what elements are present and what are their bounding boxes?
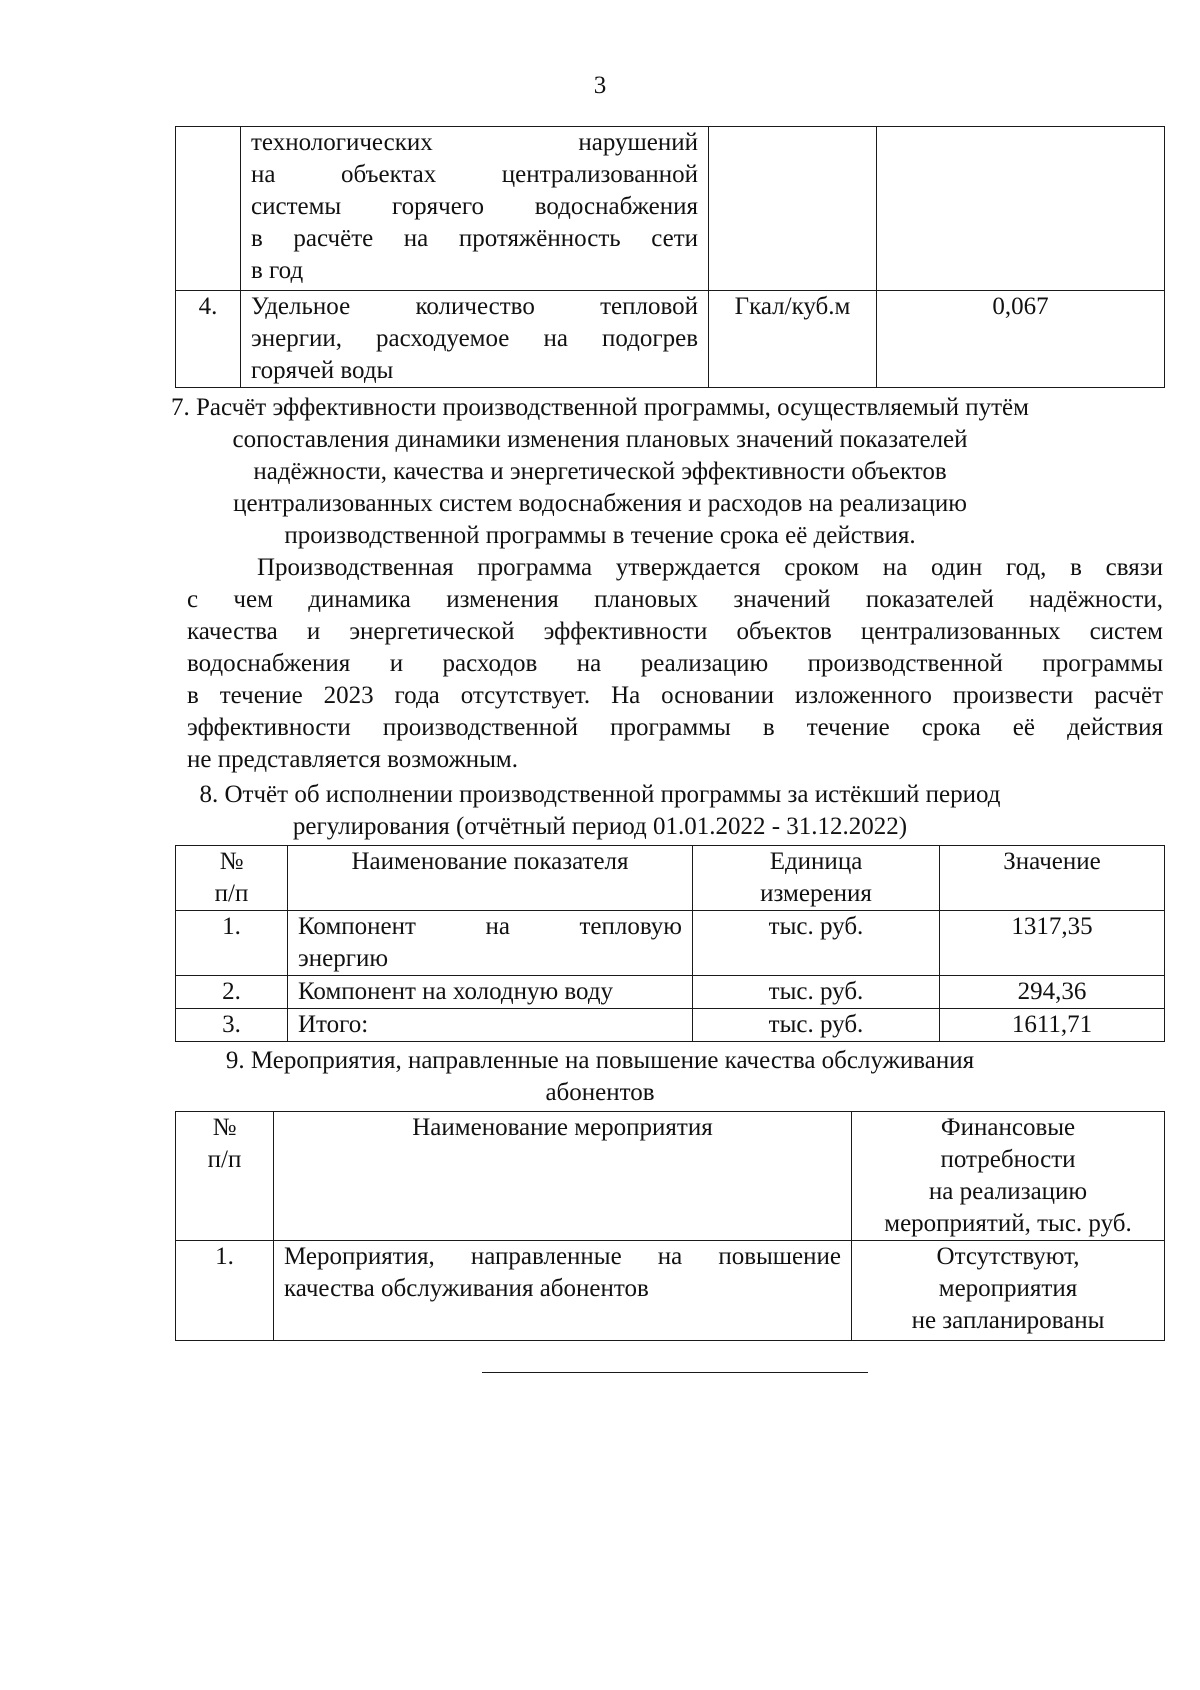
row-number-cell: 4. <box>176 291 241 388</box>
indicator-name-cell: Компонент на холодную воду <box>288 976 693 1009</box>
header-name-cell: Наименование показателя <box>288 846 693 911</box>
paragraph-line: не представляется возможным. <box>187 746 519 773</box>
section-9-heading-line: абонентов <box>545 1079 655 1106</box>
header-text: № <box>212 1114 237 1141</box>
header-text: Единица <box>769 848 863 875</box>
header-text: Финансовые <box>940 1114 1076 1141</box>
header-text: потребности <box>940 1146 1076 1173</box>
indicator-name-line: энергии, расходуемое на подогрев <box>251 325 698 352</box>
report-table <box>175 845 1165 1042</box>
paragraph-line: качества и энергетической эффективности объектов централизованных систем <box>187 618 1163 645</box>
section-7-heading-line: централизованных систем водоснабжения и расходов на реализацию <box>233 490 967 517</box>
table-header-row <box>176 1112 1165 1241</box>
header-num-cell <box>176 846 288 911</box>
finance-cell <box>852 1241 1165 1341</box>
indicator-name-line: Удельное количество тепловой <box>251 293 698 320</box>
unit-cell: Гкал/куб.м <box>709 291 877 388</box>
section-7-heading-line: 7. Расчёт эффективности производственной программы, осуществляемый путём <box>171 394 1029 421</box>
indicator-name-cell <box>241 291 709 388</box>
section-7-heading-line: надёжности, качества и энергетической эффективности объектов <box>253 458 947 485</box>
indicator-name-line: технологических нарушений <box>251 129 698 156</box>
indicators-table-continuation <box>175 126 1165 388</box>
unit-cell: тыс. руб. <box>693 1009 940 1042</box>
row-number-cell: 1. <box>176 1241 274 1341</box>
table-row <box>176 291 1165 388</box>
indicator-name-line: энергию <box>298 945 389 972</box>
row-number-cell: 2. <box>176 976 288 1009</box>
table-header-row <box>176 846 1165 911</box>
indicator-name-line: в год <box>251 257 304 284</box>
header-finance-cell <box>852 1112 1165 1241</box>
end-separator-line <box>482 1372 868 1373</box>
indicator-name-line: в расчёте на протяжённость сети <box>251 225 698 252</box>
section-7-paragraph <box>187 552 1163 776</box>
paragraph-line: водоснабжения и расходов на реализацию производственной программы <box>187 650 1163 677</box>
table-row <box>176 1241 1165 1341</box>
section-8-heading-line: 8. Отчёт об исполнении производственной программы за истёкший период <box>199 781 1001 808</box>
value-cell: 0,067 <box>877 291 1165 388</box>
paragraph-line: с чем динамика изменения плановых значений показателей надёжности, <box>187 586 1163 613</box>
indicator-name-cell <box>288 911 693 976</box>
page-number: 3 <box>593 72 607 99</box>
measure-name-cell <box>274 1241 852 1341</box>
value-cell: 1317,35 <box>940 911 1165 976</box>
header-text: измерения <box>760 880 872 907</box>
value-cell: 1611,71 <box>940 1009 1165 1042</box>
finance-text: мероприятия <box>938 1275 1078 1302</box>
section-9-heading-line: 9. Мероприятия, направленные на повышение качества обслуживания <box>225 1047 975 1074</box>
section-7-heading-line: сопоставления динамики изменения плановых значений показателей <box>232 426 968 453</box>
header-unit-cell <box>693 846 940 911</box>
row-number-cell: 3. <box>176 1009 288 1042</box>
measures-table <box>175 1111 1165 1341</box>
table-row <box>176 976 1165 1009</box>
header-text: п/п <box>207 1146 242 1173</box>
indicator-name-line: горячей воды <box>251 357 394 384</box>
header-num-cell <box>176 1112 274 1241</box>
indicator-name-cell: Итого: <box>288 1009 693 1042</box>
finance-text: Отсутствуют, <box>936 1243 1080 1270</box>
indicator-name-line: на объектах централизованной <box>251 161 698 188</box>
indicator-name-line: системы горячего водоснабжения <box>251 193 698 220</box>
header-text: на реализацию <box>928 1178 1088 1205</box>
header-value-cell: Значение <box>940 846 1165 911</box>
row-number-cell <box>176 127 241 291</box>
header-text: п/п <box>214 880 249 907</box>
paragraph-line: в течение 2023 года отсутствует. На основании изложенного произвести расчёт <box>187 682 1163 709</box>
header-name-cell: Наименование мероприятия <box>274 1112 852 1241</box>
unit-cell <box>709 127 877 291</box>
value-cell <box>877 127 1165 291</box>
unit-cell: тыс. руб. <box>693 911 940 976</box>
paragraph-line: эффективности производственной программы в течение срока её действия <box>187 714 1163 741</box>
indicator-name-line: Компонент на тепловую <box>298 913 682 940</box>
finance-text: не запланированы <box>911 1307 1105 1334</box>
section-7-heading-line: производственной программы в течение срока её действия. <box>284 522 916 549</box>
header-text: № <box>219 848 244 875</box>
row-number-cell: 1. <box>176 911 288 976</box>
unit-cell: тыс. руб. <box>693 976 940 1009</box>
paragraph-line: Производственная программа утверждается сроком на один год, в связи <box>257 554 1163 581</box>
measure-name-line: качества обслуживания абонентов <box>284 1275 649 1302</box>
table-row <box>176 911 1165 976</box>
section-8-heading-line: регулирования (отчётный период 01.01.2022 - 31.12.2022) <box>292 813 908 840</box>
table-row <box>176 127 1165 291</box>
measure-name-line: Мероприятия, направленные на повышение <box>284 1243 841 1270</box>
table-row <box>176 1009 1165 1042</box>
indicator-name-cell <box>241 127 709 291</box>
header-text: мероприятий, тыс. руб. <box>884 1210 1132 1237</box>
value-cell: 294,36 <box>940 976 1165 1009</box>
